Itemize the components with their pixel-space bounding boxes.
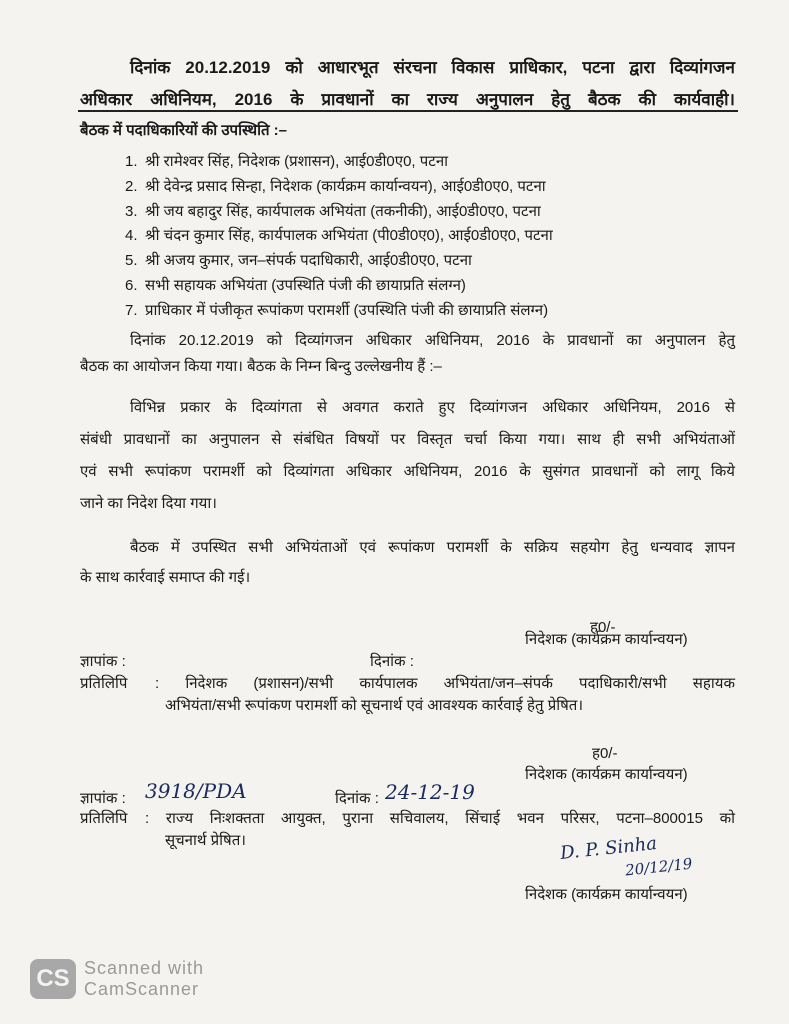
paragraph-closing: बैठक में उपस्थित सभी अभियंताओं एवं रूपांकण परामर्शी के सक्रिय सहयोग हेतु धन्यवाद ज्ञापन के साथ कार्रवाई समाप्त की गई। — [80, 539, 735, 586]
handwritten-signature: D. P. Sinha — [559, 832, 658, 865]
signature-designation: निदेशक (कार्यक्रम कार्यान्वयन) — [525, 886, 688, 903]
memo-date-label: दिनांक : — [335, 790, 379, 807]
memo-number-label: ज्ञापांक : — [80, 790, 126, 807]
memo-date-label: दिनांक : — [370, 653, 414, 670]
document-title — [80, 52, 735, 116]
watermark-line1: Scanned with — [84, 958, 205, 978]
list-item: 2. श्री देवेन्द्र प्रसाद सिन्हा, निदेशक (कार्यक्रम कार्यान्वयन), आई0डी0ए0, पटना — [125, 177, 546, 195]
camscanner-logo-icon: CS — [30, 959, 76, 999]
list-item: 4. श्री चंदन कुमार सिंह, कार्यपालक अभियंता (पी0डी0ए0), आई0डी0ए0, पटना — [125, 227, 553, 245]
handwritten-signature-date: 20/12/19 — [624, 854, 694, 880]
list-item: 3. श्री जय बहादुर सिंह, कार्यपालक अभियंता (तकनीकी), आई0डी0ए0, पटना — [125, 202, 541, 220]
paragraph-discussion: विभिन्न प्रकार के दिव्यांगता से अवगत कराते हुए दिव्यांगजन अधिकार अधिनियम, 2016 से संबंधी प्रावधानों का अनुपालन से संबंधित विषयों पर विस्तृत चर्चा किया गया। साथ ही सभी अभियंताओं एवं सभी रूपांकण परामर्शी को दिव्यांगता अधिकार अधिनियम, 2016 के सुसंगत प्रावधानों को लागू किये जाने का निदेश दिया गया। — [80, 399, 735, 512]
signature-designation: निदेशक (कार्यक्रम कार्यान्वयन) — [525, 766, 688, 783]
title-line-1: दिनांक 20.12.2019 को आधारभूत संरचना विकास प्राधिकार, पटना द्वारा दिव्यांगजन — [130, 58, 735, 77]
title-divider — [78, 110, 738, 112]
attendance-heading: बैठक में पदाधिकारियों की उपस्थिति :– — [80, 122, 288, 139]
paragraph-meeting: दिनांक 20.12.2019 को दिव्यांगजन अधिकार अधिनियम, 2016 के प्रावधानों का अनुपालन हेतु बैठक का आयोजन किया गया। बैठक के निम्न बिन्दु उल्लेखनीय हैं :– — [80, 332, 735, 375]
list-item: 5. श्री अजय कुमार, जन–संपर्क पदाधिकारी, आई0डी0ए0, पटना — [125, 252, 472, 270]
copy-label: प्रतिलिपि — [80, 675, 128, 692]
copy-label: प्रतिलिपि — [80, 810, 128, 827]
memo-number-label: ज्ञापांक : — [80, 653, 126, 670]
watermark-line2: CamScanner — [84, 979, 200, 999]
memo-date-handwritten: 24-12-19 — [385, 780, 475, 804]
memo-number-handwritten: 3918/PDA — [145, 779, 247, 803]
copy-recipients-line2: सूचनार्थ प्रेषित। — [165, 832, 246, 849]
signature-designation: निदेशक (कार्यक्रम कार्यान्वयन) — [525, 631, 688, 648]
copy-recipients-line2: अभियंता/सभी रूपांकण परामर्शी को सूचनार्थ एवं आवश्यक कार्रवाई हेतु प्रेषित। — [165, 697, 584, 714]
signature-sd: ह0/- — [592, 745, 618, 762]
signature-sd: ह0/- — [590, 619, 616, 636]
copy-recipients-line1: : राज्य निःशक्तता आयुक्त, पुराना सचिवालय, सिंचाई भवन परिसर, पटना–800015 को — [145, 810, 735, 827]
list-item: 1. श्री रामेश्वर सिंह, निदेशक (प्रशासन), आई0डी0ए0, पटना — [125, 153, 449, 170]
list-item: 7. प्राधिकार में पंजीकृत रूपांकण परामर्शी (उपस्थिति पंजी की छायाप्रति संलग्न) — [125, 301, 549, 319]
camscanner-watermark — [30, 958, 204, 1000]
list-item: 6. सभी सहायक अभियंता (उपस्थिति पंजी की छायाप्रति संलग्न) — [125, 276, 466, 294]
attendee-list — [125, 150, 553, 324]
copy-recipients-line1: : निदेशक (प्रशासन)/सभी कार्यपालक अभियंता/जन–संपर्क पदाधिकारी/सभी सहायक — [155, 675, 735, 692]
title-line-2: अधिकार अधिनियम, 2016 के प्रावधानों का राज्य अनुपालन हेतु बैठक की कार्यवाही। — [80, 90, 735, 109]
